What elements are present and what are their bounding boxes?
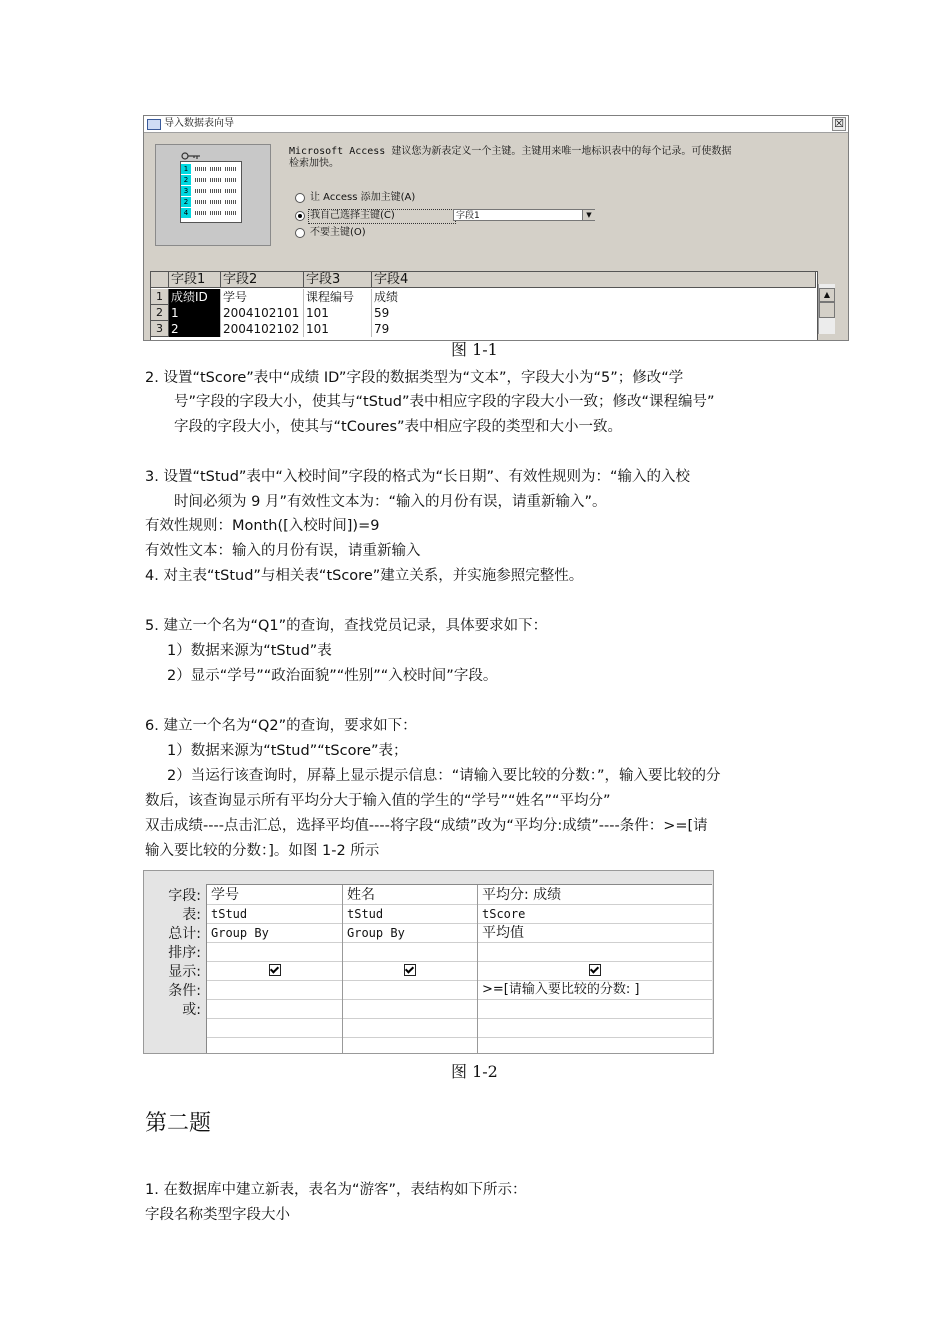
item6-sub1: 1）数据来源为“tStud”“tScore”表； — [167, 743, 408, 759]
item6: 6. 建立一个名为“Q2”的查询，要求如下： — [145, 718, 417, 734]
row-number[interactable]: 1 — [151, 289, 169, 305]
criteria-cell[interactable]: >=[请输入要比较的分数: ] — [482, 982, 640, 997]
wizard-description-line1: Microsoft Access 建议您为新表定义一个主键。主键用来唯一地标识表中的每个记录。可使数据 — [289, 146, 732, 157]
radio-choose-primary-key[interactable] — [295, 211, 305, 221]
item5: 5. 建立一个名为“Q1”的查询，查找党员记录，具体要求如下： — [145, 618, 548, 634]
show-checkbox[interactable] — [589, 964, 601, 976]
scrollbar-thumb[interactable] — [819, 302, 835, 318]
row-label-show: 显示: — [168, 964, 201, 980]
table-cell: 成绩ID — [169, 289, 221, 305]
row-number[interactable]: 2 — [151, 305, 169, 321]
validation-rule-line: 有效性规则：Month([入校时间])=9 — [145, 518, 380, 534]
item3-line2: 时间必须为 9 月”有效性文本为：“输入的月份有误，请重新输入”。 — [174, 494, 607, 510]
item2-line2: 号”字段的字段大小，使其与“tStud”表中相应字段的字段大小一致；修改“课程编号” — [174, 394, 715, 410]
row-label-field: 字段: — [168, 888, 201, 904]
design-grid — [206, 884, 712, 1053]
item4: 4. 对主表“tStud”与相关表“tScore”建立关系，并实施参照完整性。 — [145, 568, 584, 584]
column-header[interactable]: 字段1 — [169, 272, 221, 288]
field-cell[interactable]: 姓名 — [347, 887, 375, 903]
close-icon[interactable]: ☒ — [832, 117, 846, 131]
illustration-row-number: 4 — [181, 208, 191, 218]
primary-key-field-select[interactable]: 字段1 — [453, 209, 595, 221]
item6-sub2-line1: 2）当运行该查询时，屏幕上显示提示信息：“请输入要比较的分数：”，输入要比较的分 — [167, 768, 721, 784]
total-cell[interactable]: Group By — [347, 926, 405, 940]
row-label-criteria: 条件: — [168, 983, 201, 999]
illustration-row — [181, 175, 241, 186]
table-cell: 成绩 — [374, 290, 399, 304]
table-cell: 2004102102 — [221, 321, 304, 337]
illustration-row — [181, 164, 241, 175]
table-cell: 59 — [374, 306, 390, 320]
illustration-row-number: 2 — [181, 175, 191, 185]
option-label-add-key: 让 Access 添加主键(A) — [310, 192, 416, 203]
radio-no-primary-key[interactable] — [295, 228, 305, 238]
total-cell[interactable]: 平均值 — [482, 925, 524, 941]
primary-key-illustration — [155, 144, 271, 246]
table-cell: 101 — [304, 321, 372, 337]
section2-table-header: 字段名称类型字段大小 — [145, 1207, 290, 1223]
illustration-row-number: 3 — [181, 186, 191, 196]
item5-sub1: 1）数据来源为“tStud”表 — [167, 643, 332, 659]
validation-text-line: 有效性文本：输入的月份有误，请重新输入 — [145, 543, 421, 559]
section-heading: 第二题 — [145, 1111, 212, 1136]
import-table-wizard-screenshot — [143, 115, 849, 341]
wizard-titlebar — [144, 116, 848, 133]
illustration-row — [181, 197, 241, 208]
preview-table — [150, 271, 818, 341]
item6-sub2-line2: 数后，该查询显示所有平均分大于输入值的学生的“学号”“姓名”“平均分” — [145, 793, 611, 809]
row-number[interactable]: 3 — [151, 321, 169, 337]
row-label-sort: 排序: — [168, 945, 201, 961]
item2-line3: 字段的字段大小，使其与“tCoures”表中相应字段的类型和大小一致。 — [174, 419, 623, 435]
illustration-row-number: 1 — [181, 164, 191, 174]
wizard-description-line2: 检索加快。 — [289, 158, 339, 169]
field-cell[interactable]: 学号 — [211, 887, 239, 903]
note-line1: 双击成绩----点击汇总，选择平均值----将字段“成绩”改为“平均分:成绩”----条件：>=[请 — [145, 818, 708, 834]
illustration-row — [181, 186, 241, 197]
table-cell: 2004102101 — [221, 305, 304, 321]
row-label-or: 或: — [182, 1002, 201, 1018]
chevron-down-icon[interactable]: ▼ — [582, 210, 595, 220]
figure-caption-1-1: 图 1-1 — [451, 340, 498, 359]
show-checkbox[interactable] — [269, 964, 281, 976]
item2-line1: 2. 设置“tScore”表中“成绩 ID”字段的数据类型为“文本”，字段大小为“5”；修改“学 — [145, 370, 684, 386]
table-cell: 1 — [169, 305, 221, 321]
column-header[interactable]: 字段3 — [304, 272, 372, 288]
table-grid-icon — [180, 161, 242, 223]
query-design-grid-screenshot — [143, 870, 714, 1054]
table-cell[interactable]: tScore — [482, 907, 526, 921]
table-cell[interactable]: tStud — [347, 907, 384, 921]
column-header[interactable]: 字段4 — [372, 272, 816, 288]
row-label-table: 表: — [182, 907, 201, 923]
option-label-no-key: 不要主键(O) — [310, 227, 366, 238]
table-cell[interactable]: tStud — [211, 907, 248, 921]
row-label-total: 总计: — [168, 926, 201, 942]
table-cell: 课程编号 — [304, 289, 372, 305]
section2-item1: 1. 在数据库中建立新表，表名为“游客”，表结构如下所示： — [145, 1182, 527, 1198]
table-cell: 2 — [169, 321, 221, 337]
table-icon — [147, 119, 161, 130]
scroll-up-icon[interactable]: ▲ — [819, 288, 835, 302]
total-cell[interactable]: Group By — [211, 926, 269, 940]
key-icon — [181, 152, 201, 160]
table-cell: 101 — [304, 305, 372, 321]
column-header[interactable]: 字段2 — [221, 272, 304, 288]
show-checkbox[interactable] — [404, 964, 416, 976]
item5-sub2: 2）显示“学号”“政治面貌”“性别”“入校时间”字段。 — [167, 668, 498, 684]
radio-add-primary-key[interactable] — [295, 193, 305, 203]
note-line2: 输入要比较的分数：]。如图 1-2 所示 — [145, 843, 380, 859]
wizard-title: 导入数据表向导 — [164, 118, 234, 129]
illustration-row-number: 2 — [181, 197, 191, 207]
field-cell[interactable]: 平均分: 成绩 — [482, 887, 562, 903]
item3-line1: 3. 设置“tStud”表中“入校时间”字段的格式为“长日期”、有效性规则为：“输入的入校 — [145, 469, 690, 485]
corner-cell — [151, 272, 169, 288]
table-cell: 79 — [374, 322, 390, 336]
illustration-row — [181, 208, 241, 219]
figure-caption-1-2: 图 1-2 — [451, 1062, 498, 1081]
table-cell: 学号 — [221, 289, 304, 305]
option-label-choose-key: 我自己选择主键(C) — [310, 210, 395, 221]
